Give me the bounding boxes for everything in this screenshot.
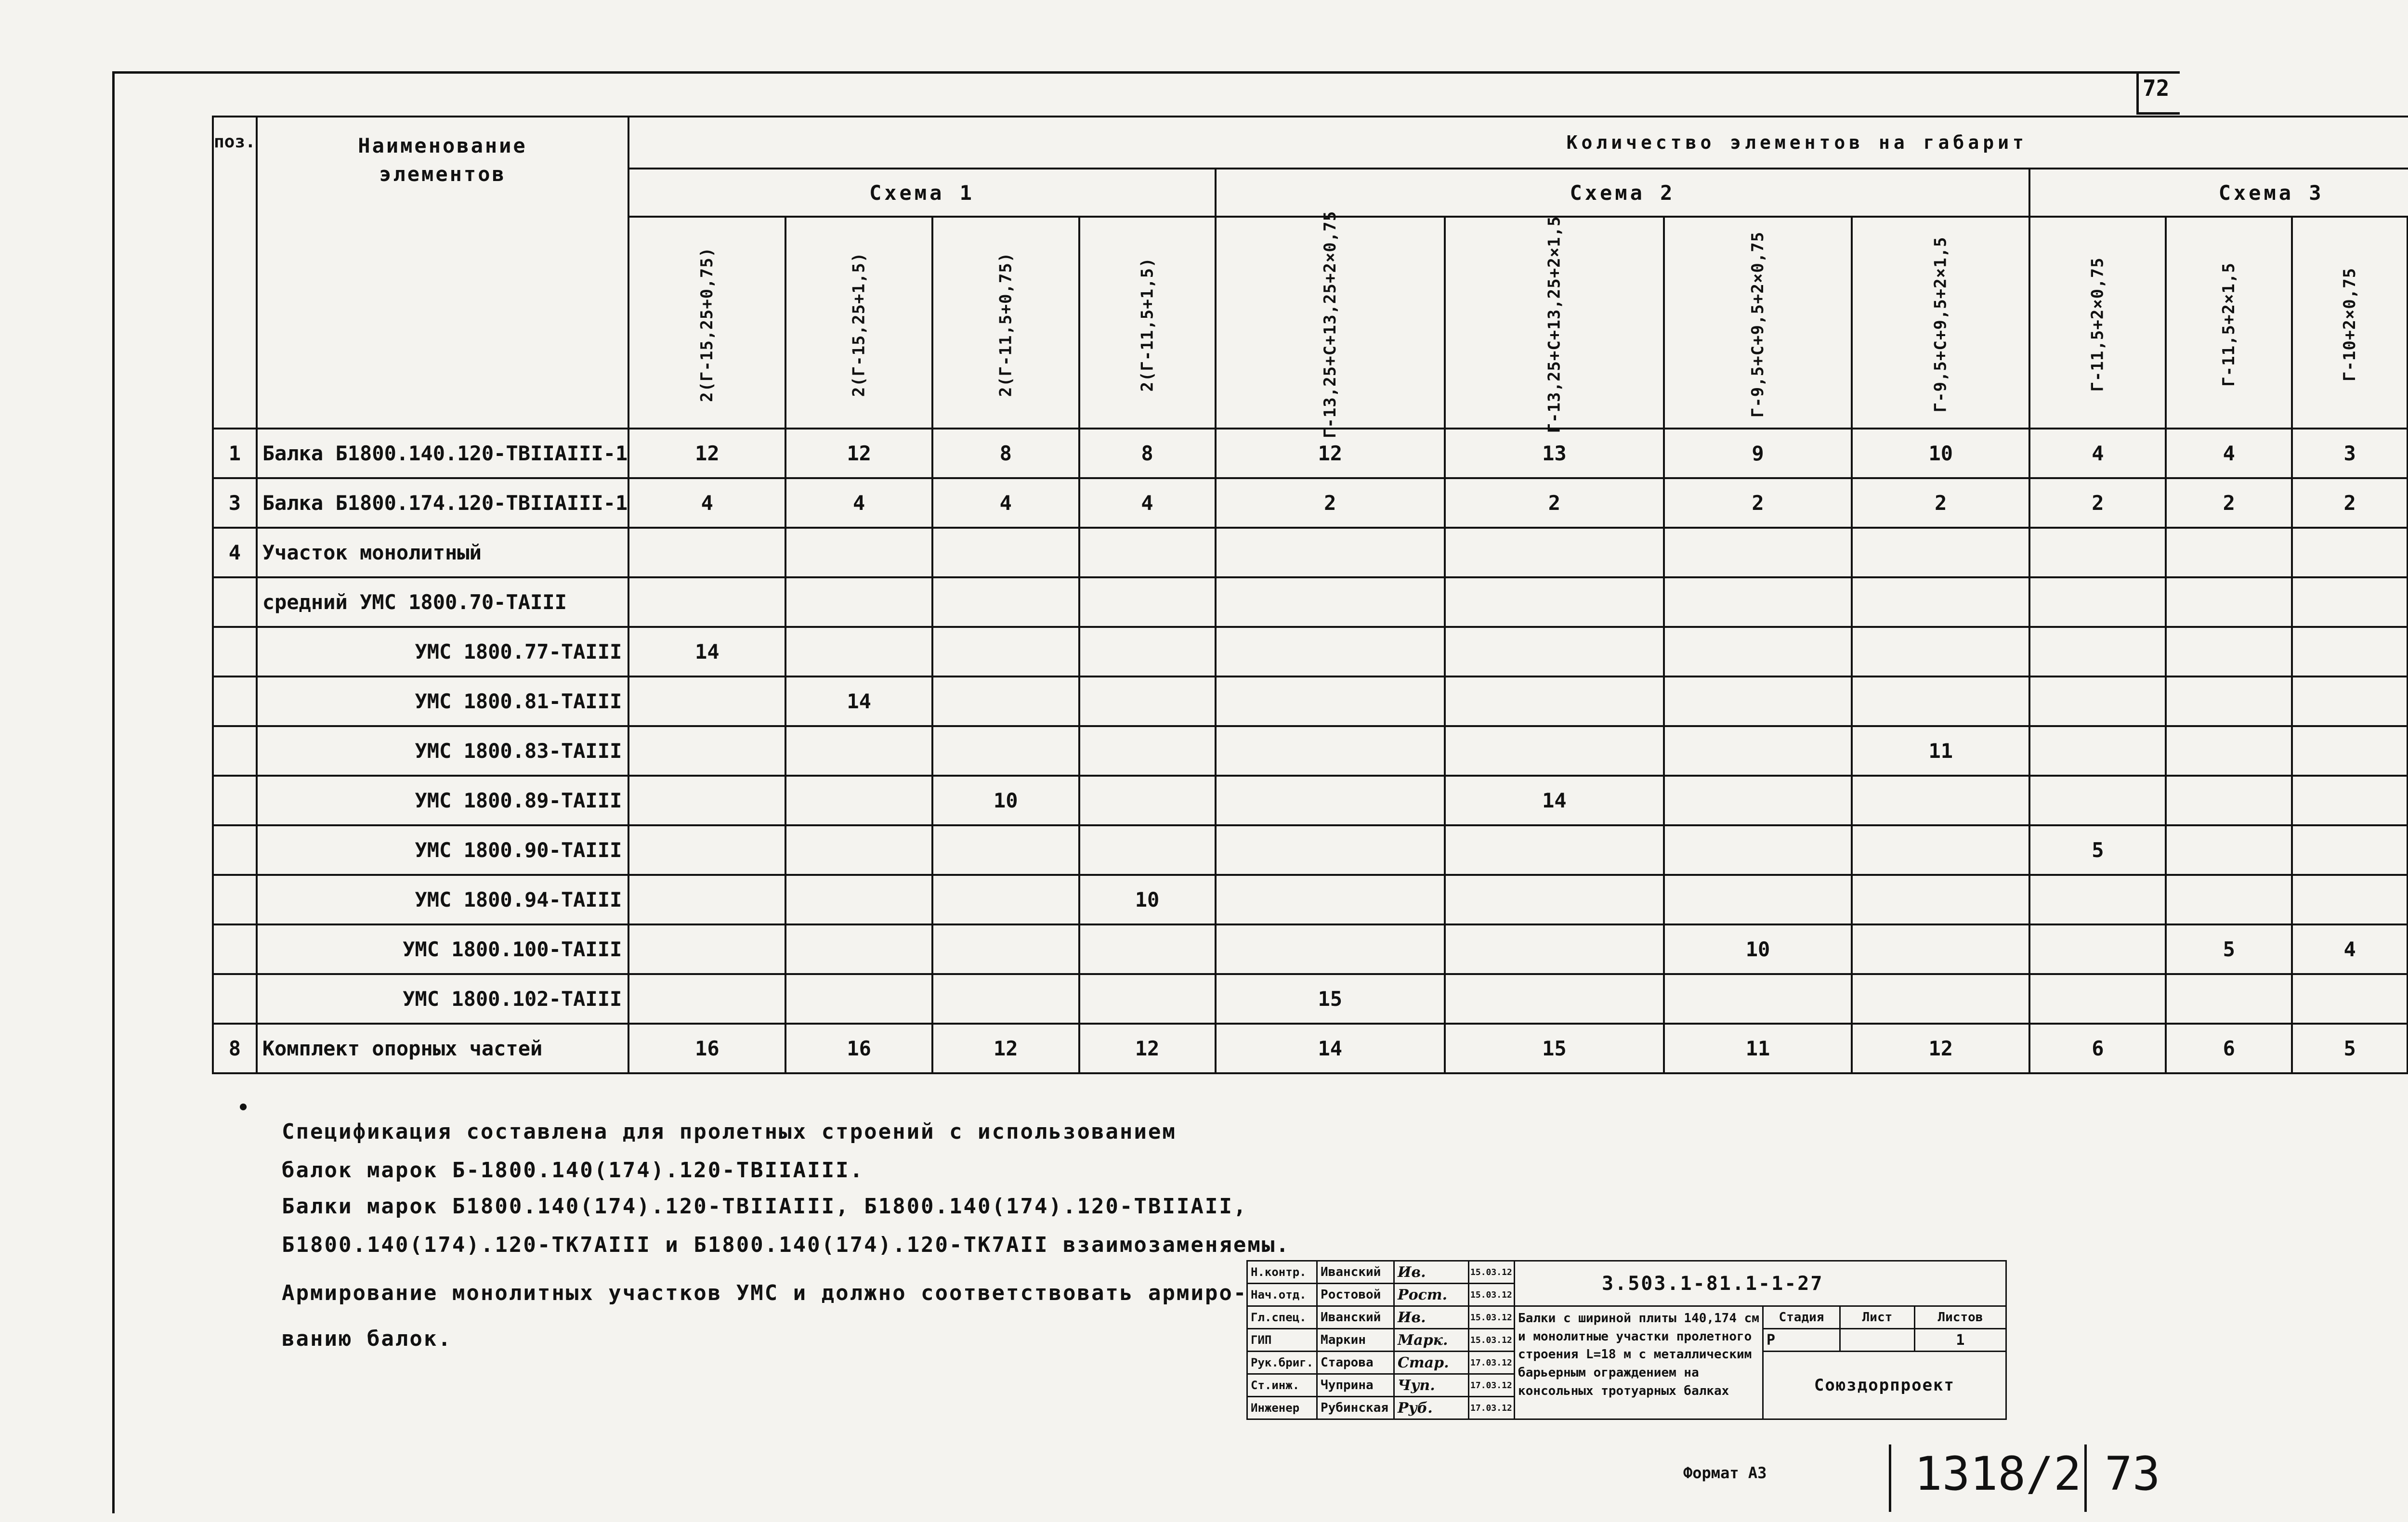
name-cell: УМС 1800.90-ТАIII (257, 825, 629, 875)
qty-cell (785, 776, 932, 825)
qty-cell: 16 (628, 1024, 785, 1073)
staff-name: Ростовой (1317, 1284, 1394, 1306)
qty-cell (2166, 676, 2292, 726)
qty-cell: 8 (1079, 429, 1216, 478)
qty-cell (1079, 577, 1216, 627)
description-line: Балки с шириной плиты 140,174 см (1518, 1311, 1759, 1326)
sheet-value (1840, 1329, 1914, 1352)
qty-cell (1216, 875, 1445, 924)
qty-cell: 12 (1079, 1024, 1216, 1073)
qty-cell (628, 577, 785, 627)
qty-cell (1216, 676, 1445, 726)
qty-cell (2166, 577, 2292, 627)
qty-cell (1445, 974, 1664, 1024)
qty-cell: 4 (785, 478, 932, 528)
qty-cell: 10 (1664, 924, 1852, 974)
pos-cell (213, 825, 257, 875)
staff-role: Ст.инж. (1247, 1374, 1317, 1397)
qty-cell (2166, 627, 2292, 676)
staff-name: Чуприна (1317, 1374, 1394, 1397)
table-row (213, 627, 2408, 676)
staff-row (1247, 1306, 2006, 1329)
qty-cell (1445, 875, 1664, 924)
qty-cell: 11 (1852, 726, 2029, 776)
qty-cell: 2 (2166, 478, 2292, 528)
qty-cell (2029, 577, 2166, 627)
qty-cell (1664, 776, 1852, 825)
note-line-5: Армирование монолитных участков УМС и должно соответствовать армиро- (282, 1281, 1248, 1305)
gabarit-header-2 (785, 217, 932, 429)
qty-cell (628, 528, 785, 577)
pos-cell (213, 776, 257, 825)
qty-cell: 2 (1445, 478, 1664, 528)
qty-cell (1664, 627, 1852, 676)
qty-cell (2029, 974, 2166, 1024)
qty-cell (785, 528, 932, 577)
staff-date: 17.03.12 (1469, 1374, 1515, 1397)
qty-cell (1664, 577, 1852, 627)
qty-cell (1079, 776, 1216, 825)
staff-role: Нач.отд. (1247, 1284, 1317, 1306)
qty-cell: 12 (628, 429, 785, 478)
qty-cell (1445, 627, 1664, 676)
qty-cell (1852, 974, 2029, 1024)
format-label: Формат А3 (1683, 1464, 1767, 1482)
qty-cell: 10 (1079, 875, 1216, 924)
pos-cell: 3 (213, 478, 257, 528)
description-line: барьерным ограждением на (1518, 1366, 1699, 1380)
gabarit-label: 2(Г-11,5+1,5) (1138, 257, 1157, 392)
qty-cell: 4 (932, 478, 1079, 528)
qty-cell (2292, 627, 2408, 676)
gabarit-label: Г-10+2×0,75 (2340, 267, 2360, 381)
qty-cell (1216, 726, 1445, 776)
qty-cell (2029, 726, 2166, 776)
gabarit-header-1 (628, 217, 785, 429)
qty-cell (1079, 825, 1216, 875)
qty-cell (1445, 528, 1664, 577)
table-row (213, 528, 2408, 577)
name-cell: УМС 1800.81-ТАIII (257, 676, 629, 726)
qty-cell: 5 (2292, 1024, 2408, 1073)
qty-cell (932, 726, 1079, 776)
qty-cell: 12 (932, 1024, 1079, 1073)
description-line: строения L=18 м с металлическим (1518, 1347, 1752, 1362)
staff-signature: Ив. (1394, 1261, 1469, 1284)
qty-cell: 2 (1664, 478, 1852, 528)
staff-signature: Стар. (1394, 1352, 1469, 1374)
pos-cell (213, 676, 257, 726)
note-line-2: балок марок Б-1800.140(174).120-ТВIIАIII. (282, 1158, 864, 1183)
pos-cell (213, 577, 257, 627)
qty-cell (1852, 627, 2029, 676)
name-cell: средний УМС 1800.70-ТАIII (257, 577, 629, 627)
qty-cell (628, 776, 785, 825)
qty-cell (932, 825, 1079, 875)
description-line: и монолитные участки пролетного (1518, 1329, 1752, 1344)
qty-cell (1216, 776, 1445, 825)
qty-cell (785, 627, 932, 676)
table-row (213, 875, 2408, 924)
qty-cell (932, 676, 1079, 726)
qty-cell (2029, 776, 2166, 825)
table-row (213, 776, 2408, 825)
qty-cell: 4 (2029, 429, 2166, 478)
qty-cell (2292, 726, 2408, 776)
table-row (213, 429, 2408, 478)
qty-cell (2166, 974, 2292, 1024)
qty-cell: 14 (1216, 1024, 1445, 1073)
qty-cell: 4 (628, 478, 785, 528)
qty-cell (1079, 627, 1216, 676)
staff-name: Иванский (1317, 1306, 1394, 1329)
qty-cell (785, 577, 932, 627)
qty-cell: 4 (2292, 924, 2408, 974)
qty-cell (1852, 676, 2029, 726)
qty-cell (1852, 528, 2029, 577)
name-cell: УМС 1800.102-ТАIII (257, 974, 629, 1024)
qty-cell (1216, 577, 1445, 627)
name-cell: УМС 1800.100-ТАIII (257, 924, 629, 974)
staff-date: 17.03.12 (1469, 1352, 1515, 1374)
qty-header: Количество элементов на габарит (628, 117, 2408, 169)
qty-cell (2292, 776, 2408, 825)
qty-cell (2292, 577, 2408, 627)
description (1515, 1306, 1763, 1419)
qty-cell: 2 (2292, 478, 2408, 528)
scheme-header-3: Схема 3 (2029, 169, 2408, 217)
qty-cell (1664, 875, 1852, 924)
qty-cell (1852, 924, 2029, 974)
qty-cell (628, 875, 785, 924)
qty-cell (932, 528, 1079, 577)
staff-role: Рук.бриг. (1247, 1352, 1317, 1374)
gabarit-header-9 (2029, 217, 2166, 429)
staff-role: Гл.спец. (1247, 1306, 1317, 1329)
sheet-divider-left (1889, 1444, 1891, 1512)
qty-cell: 14 (785, 676, 932, 726)
pos-cell (213, 974, 257, 1024)
name-header-line2: элементов (379, 162, 506, 186)
gabarit-label: 2(Г-15,25+1,5) (849, 252, 869, 397)
qty-cell (1216, 528, 1445, 577)
sheet-number: 73 (2105, 1447, 2160, 1501)
gabarit-header-7 (1664, 217, 1852, 429)
name-cell: УМС 1800.83-ТАIII (257, 726, 629, 776)
sheet-divider-right (2084, 1444, 2087, 1512)
scheme-header-2: Схема 2 (1216, 169, 2030, 217)
qty-cell (1445, 825, 1664, 875)
description-line: консольных тротуарных балках (1518, 1383, 1729, 1398)
qty-cell (628, 924, 785, 974)
staff-role: Н.контр. (1247, 1261, 1317, 1284)
qty-cell: 5 (2029, 825, 2166, 875)
qty-cell (2292, 528, 2408, 577)
qty-cell (1664, 676, 1852, 726)
qty-cell: 3 (2292, 429, 2408, 478)
gabarit-header-11 (2292, 217, 2408, 429)
gabarit-label: Г-13,25+С+13,25+2×1,5 (1544, 216, 1564, 433)
qty-cell (785, 726, 932, 776)
staff-signature: Марк. (1394, 1329, 1469, 1352)
staff-signature: Руб. (1394, 1397, 1469, 1419)
note-line-6: ванию балок. (282, 1327, 452, 1351)
pos-cell (213, 627, 257, 676)
staff-row (1247, 1261, 2006, 1284)
qty-cell (2166, 528, 2292, 577)
gabarit-header-4 (1079, 217, 1216, 429)
qty-cell: 11 (1664, 1024, 1852, 1073)
qty-cell (2166, 776, 2292, 825)
pos-header: поз. (213, 117, 257, 429)
qty-cell: 16 (785, 1024, 932, 1073)
qty-cell (1445, 676, 1664, 726)
qty-cell (2029, 875, 2166, 924)
qty-cell (1079, 974, 1216, 1024)
qty-cell (1664, 825, 1852, 875)
name-cell: УМС 1800.94-ТАIII (257, 875, 629, 924)
qty-cell (932, 875, 1079, 924)
gabarit-label: Г-13,25+С+13,25+2×0,75 (1320, 210, 1340, 438)
qty-cell (932, 627, 1079, 676)
qty-cell: 10 (1852, 429, 2029, 478)
qty-cell (785, 924, 932, 974)
stage-label: Стадия (1763, 1306, 1840, 1329)
qty-cell (1079, 726, 1216, 776)
table-row (213, 577, 2408, 627)
qty-cell (1216, 825, 1445, 875)
qty-cell: 5 (2166, 924, 2292, 974)
qty-cell (1216, 924, 1445, 974)
qty-cell (1852, 577, 2029, 627)
gabarit-label: 2(Г-11,5+0,75) (996, 252, 1016, 397)
stage-value: Р (1763, 1329, 1840, 1352)
corner-number: 72 (2143, 75, 2170, 101)
table-row (213, 924, 2408, 974)
name-cell: Балка Б1800.140.120-ТВIIАIII-1 (257, 429, 629, 478)
qty-cell (1852, 776, 2029, 825)
table-row (213, 1024, 2408, 1073)
table-row (213, 676, 2408, 726)
gabarit-label: Г-9,5+С+9,5+2×0,75 (1748, 231, 1768, 417)
qty-cell (1079, 924, 1216, 974)
qty-cell (2029, 676, 2166, 726)
name-header (257, 117, 629, 429)
qty-cell: 12 (1852, 1024, 2029, 1073)
qty-cell (1664, 528, 1852, 577)
sheets-label: Листов (1914, 1306, 2006, 1329)
name-header-line1: Наименование (358, 134, 527, 157)
qty-cell (628, 974, 785, 1024)
pos-cell (213, 875, 257, 924)
staff-name: Маркин (1317, 1329, 1394, 1352)
qty-cell (1216, 627, 1445, 676)
qty-cell: 9 (1664, 429, 1852, 478)
qty-cell (1852, 875, 2029, 924)
gabarit-header-5 (1216, 210, 1445, 438)
table-row (213, 478, 2408, 528)
pos-cell (213, 924, 257, 974)
qty-cell (2029, 627, 2166, 676)
staff-date: 15.03.12 (1469, 1261, 1515, 1284)
name-cell: Балка Б1800.174.120-ТВIIАIII-1 (257, 478, 629, 528)
qty-cell (1445, 577, 1664, 627)
qty-cell: 6 (2029, 1024, 2166, 1073)
qty-cell: 14 (628, 627, 785, 676)
qty-cell (1664, 726, 1852, 776)
qty-cell (628, 676, 785, 726)
qty-cell: 15 (1445, 1024, 1664, 1073)
qty-cell: 2 (1216, 478, 1445, 528)
qty-cell (2292, 974, 2408, 1024)
name-cell: Участок монолитный (257, 528, 629, 577)
staff-role: ГИП (1247, 1329, 1317, 1352)
organization: Союздорпроект (1763, 1352, 2006, 1419)
name-cell: УМС 1800.77-ТАIII (257, 627, 629, 676)
qty-cell: 2 (1852, 478, 2029, 528)
gabarit-label: Г-11,5+2×0,75 (2088, 257, 2107, 392)
designation: 3.503.1-81.1-1-27 (1515, 1261, 2006, 1306)
gabarit-label: 2(Г-15,25+0,75) (697, 247, 717, 402)
staff-date: 15.03.12 (1469, 1306, 1515, 1329)
staff-role: Инженер (1247, 1397, 1317, 1419)
qty-cell: 10 (932, 776, 1079, 825)
qty-cell (785, 875, 932, 924)
gabarit-label: Г-9,5+С+9,5+2×1,5 (1931, 236, 1950, 412)
qty-cell: 15 (1216, 974, 1445, 1024)
qty-cell: 14 (1445, 776, 1664, 825)
qty-cell (1664, 974, 1852, 1024)
qty-cell: 4 (1079, 478, 1216, 528)
table-row (213, 974, 2408, 1024)
qty-cell: 8 (932, 429, 1079, 478)
scheme-header-1: Схема 1 (628, 169, 1215, 217)
qty-cell (785, 974, 932, 1024)
sheet-label: Лист (1840, 1306, 1914, 1329)
qty-cell (932, 577, 1079, 627)
staff-name: Старова (1317, 1352, 1394, 1374)
staff-signature: Ив. (1394, 1306, 1469, 1329)
qty-cell (2166, 726, 2292, 776)
qty-cell (1079, 528, 1216, 577)
gabarit-header-10 (2166, 217, 2292, 429)
qty-cell (2292, 825, 2408, 875)
qty-cell (1852, 825, 2029, 875)
album-number: 1318/2 (1914, 1447, 2081, 1501)
specification-table (212, 116, 2408, 1074)
qty-cell: 12 (785, 429, 932, 478)
gabarit-header-6 (1445, 216, 1664, 433)
gabarit-header-3 (932, 217, 1079, 429)
staff-signature: Рост. (1394, 1284, 1469, 1306)
title-block (1246, 1260, 2007, 1420)
qty-cell: 4 (2166, 429, 2292, 478)
qty-cell: 12 (1216, 429, 1445, 478)
staff-name: Иванский (1317, 1261, 1394, 1284)
staff-date: 15.03.12 (1469, 1284, 1515, 1306)
qty-cell (2292, 875, 2408, 924)
qty-cell (2029, 924, 2166, 974)
qty-cell (932, 924, 1079, 974)
note-line-4: Б1800.140(174).120-ТК7АIII и Б1800.140(174).120-ТК7АII взаимозаменяемы. (282, 1233, 1290, 1257)
qty-cell (932, 974, 1079, 1024)
gabarit-header-8 (1852, 217, 2029, 429)
qty-cell (628, 825, 785, 875)
qty-cell: 2 (2029, 478, 2166, 528)
corner-number-box (2136, 71, 2180, 115)
pos-cell (213, 726, 257, 776)
qty-cell: 6 (2166, 1024, 2292, 1073)
table-row (213, 825, 2408, 875)
sheets-value: 1 (1914, 1329, 2006, 1352)
staff-date: 15.03.12 (1469, 1329, 1515, 1352)
staff-signature: Чуп. (1394, 1374, 1469, 1397)
qty-cell: 13 (1445, 429, 1664, 478)
qty-cell (2166, 875, 2292, 924)
pos-cell: 4 (213, 528, 257, 577)
gabarit-label: Г-11,5+2×1,5 (2219, 262, 2239, 387)
table-row (213, 726, 2408, 776)
qty-cell (1445, 726, 1664, 776)
qty-cell (1079, 676, 1216, 726)
staff-name: Рубинская (1317, 1397, 1394, 1419)
name-cell: УМС 1800.89-ТАIII (257, 776, 629, 825)
pos-cell: 1 (213, 429, 257, 478)
qty-cell (785, 825, 932, 875)
staff-date: 17.03.12 (1469, 1397, 1515, 1419)
note-line-3: Балки марок Б1800.140(174).120-ТВIIАIII, Б1800.140(174).120-ТВIIАII, (282, 1194, 1248, 1219)
qty-cell (1445, 924, 1664, 974)
pos-cell: 8 (213, 1024, 257, 1073)
note-line-1: Спецификация составлена для пролетных строений с использованием (282, 1119, 1177, 1144)
qty-cell (2292, 676, 2408, 726)
qty-cell (2029, 528, 2166, 577)
qty-cell (628, 726, 785, 776)
note-bullet: • (237, 1097, 251, 1119)
name-cell: Комплект опорных частей (257, 1024, 629, 1073)
qty-cell (2166, 825, 2292, 875)
